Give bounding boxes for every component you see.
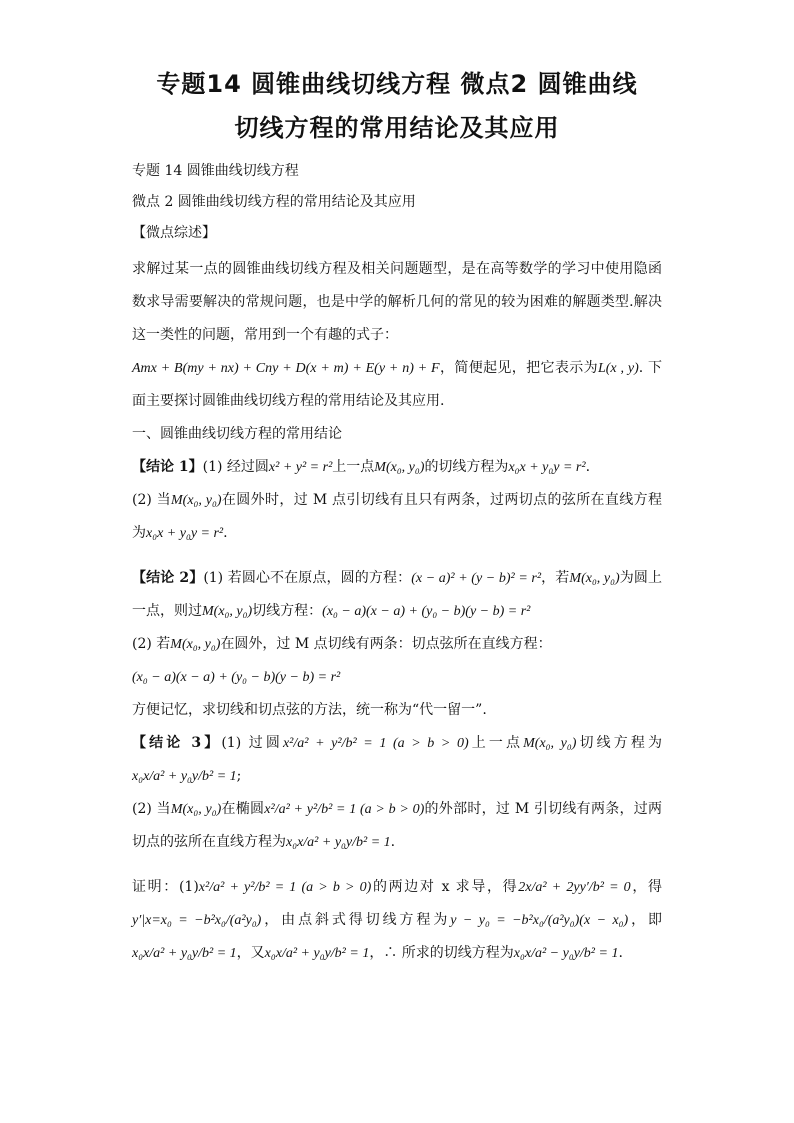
c2-p2-text-a: (2) 若 [132,636,171,652]
proof-point-slope: y − y₀ = −b²x₀/(a²y₀)(x − x₀) [450,913,629,928]
proof-text-g: ，∴ 所求的切线方程为 [369,945,514,961]
c1-text-a: (1) 经过圆 [202,459,269,475]
conclusion-1-part-2: (2) 当M(x₀, y₀)在圆外时，过 M 点引切线有且只有两条，过两切点的弦所在直线方程为x₀x + y₀y = r². [132,492,663,541]
chord-equation-2: (x₀ − a)(x − a) + (y₀ − b)(y − b) = r² [132,670,341,685]
point-M-2: M(x₀, y₀) [171,493,222,508]
point-M-5: M(x₀, y₀) [170,637,221,652]
c3-text-c: 切线方程为 [576,735,663,751]
intro-text-a: ，简便起见，把它表示为 [439,360,598,376]
c2-p2-text-b: 在圆外，过 M 点切线有两条：切点弦所在直线方程： [220,636,552,652]
proof-final-equation: x₀x/a² − y₀y/b² = 1 [513,946,619,961]
topic-label: 专题 14 圆锥曲线切线方程 [132,163,299,179]
point-M-3: M(x₀, y₀) [569,571,620,586]
title-line-2: 切线方程的常用结论及其应用 [234,114,560,142]
tangent-equation-2: (x₀ − a)(x − a) + (y₀ − b)(y − b) = r² [322,604,531,619]
proof-text-e: ，即 [628,912,663,928]
summary-heading: 【微点综述】 [132,225,216,241]
point-M-6: M(x₀, y₀) [523,736,577,751]
c2-text-d: 切线方程： [252,603,323,619]
proof-slope: y′|x=x₀ = −b²x₀/(a²y₀) [132,913,262,928]
conclusion-3-part-1: 【结论 3】(1) 过圆x²/a² + y²/b² = 1 (a > b > 0)上一点M(x₀, y₀)切线方程为x₀x/a² + y₀y/b² = 1; [132,735,663,784]
proof-ellipse-point: x₀x/a² + y₀y/b² = 1 [264,946,370,961]
chord-equation-3: x₀x/a² + y₀y/b² = 1 [286,835,391,850]
c1-p2-text-b: 在圆外时，过 M 点引切线有且只有两条，过两切点的弦所在直线方程为 [132,492,663,541]
proof-text-c: ，得 [630,879,662,895]
intro-paragraph: 求解过某一点的圆锥曲线切线方程及相关问题题型，是在高等数学的学习中使用隐函数求导需要解决的常规问题，也是中学的解析几何的常见的较为困难的解题类型.解决这一类性的问题，常用到一个有趣的式子： [132,261,662,343]
conclusion-1-part-1: 【结论 1】(1) 经过圆x² + y² = r²上一点M(x₀, y₀)的切线方程为x₀x + y₀y = r². [132,459,591,475]
proof-text-d: ，由点斜式得切线方程为 [261,912,451,928]
chord-equation-2-line [132,661,662,694]
conclusion-2-part-1 [132,562,662,628]
document-title [132,62,662,150]
point-M: M(x₀, y₀) [374,460,425,475]
c3-text-a: (1) 过圆 [221,735,283,751]
tangent-equation-3: x₀x/a² + y₀y/b² = 1 [132,769,237,784]
intro-text-b: . 下面主要探讨圆锥曲线切线方程的常用结论及其应用. [132,360,662,409]
c1-p2-text-a: (2) 当 [132,492,172,508]
c2-text-c: 为圆上一点，则过 [132,570,663,619]
c2-text-b: ，若 [541,570,570,586]
conclusion-3-tag: 【结论 3】 [132,735,222,751]
circle-equation: x² + y² = r² [268,460,333,475]
conclusion-1-tag: 【结论 1】 [132,459,203,475]
expression-math: Amx + B(my + nx) + Cny + D(x + m) + E(y + n) + F [132,361,440,376]
c3-p2-text-b: 在椭圆 [221,801,265,817]
c1-text-b: 上一点 [332,459,375,475]
c3-p2-text-a: (2) 当 [132,801,171,817]
proof-text-b: 的两边对 x 求导，得 [371,879,519,895]
title-line-1: 专题14 圆锥曲线切线方程 微点2 圆锥曲线 [156,70,638,98]
c2-text-a: (1) 若圆心不在原点，圆的方程： [203,570,412,586]
ellipse-equation: x²/a² + y²/b² = 1 (a > b > 0) [282,736,469,751]
proof-derivative: 2x/a² + 2yy′/b² = 0 [518,880,631,895]
ellipse-equation-2: x²/a² + y²/b² = 1 (a > b > 0) [264,802,425,817]
point-M-7: M(x₀, y₀) [170,802,222,817]
chord-equation-1: x₀x + y₀y = r² [146,526,224,541]
expression-L: L(x , y) [597,361,639,376]
conclusion-2-note: 方便记忆，求切线和切点弦的方法，统一称为“代一留一”. [132,702,487,718]
conclusion-2-part-2 [132,628,662,661]
conclusion-3-part-2: (2) 当M(x₀, y₀)在椭圆x²/a² + y²/b² = 1 (a > b > 0)的外部时，过 M 引切线有两条，过两切点的弦所在直线方程为x₀x/a² + y₀y/b² = 1. [132,801,662,850]
proof-text-a: 证明：(1) [132,879,199,895]
c1-text-c: 的切线方程为 [424,459,509,475]
intro-expression-line [132,352,662,418]
circle-equation-2: (x − a)² + (y − b)² = r² [411,571,542,586]
conclusion-2-tag: 【结论 2】 [132,570,204,586]
proof-ellipse: x²/a² + y²/b² = 1 (a > b > 0) [198,880,372,895]
proof-tangent: x₀x/a² + y₀y/b² = 1 [132,946,237,961]
section-heading: 一、圆锥曲线切线方程的常用结论 [132,426,342,442]
proof-text-f: ，又 [236,945,265,961]
c3-p2-text-c: 的外部时，过 M 引切线有两条，过两切点的弦所在直线方程为 [132,801,662,850]
c3-text-b: 上一点 [468,735,524,751]
meta-block [132,160,662,244]
proof-paragraph: 证明：(1)x²/a² + y²/b² = 1 (a > b > 0)的两边对 x 求导，得2x/a² + 2yy′/b² = 0，得y′|x=x₀ = −b²x₀/(a²y₀)，由点斜式得切线方程为y − y₀ = −b²x₀/(a²y₀)(x − x₀)，即x₀x/a² + y₀y/b² = 1，又x₀x/a² + y₀y/b² = 1，∴ 所求的切线方程为x₀x/a² − y₀y/b² = 1. [132,879,663,961]
point-M-4: M(x₀, y₀) [202,604,253,619]
tangent-equation-1: x₀x + y₀y = r² [508,460,586,475]
point-label: 微点 2 圆锥曲线切线方程的常用结论及其应用 [132,194,416,210]
